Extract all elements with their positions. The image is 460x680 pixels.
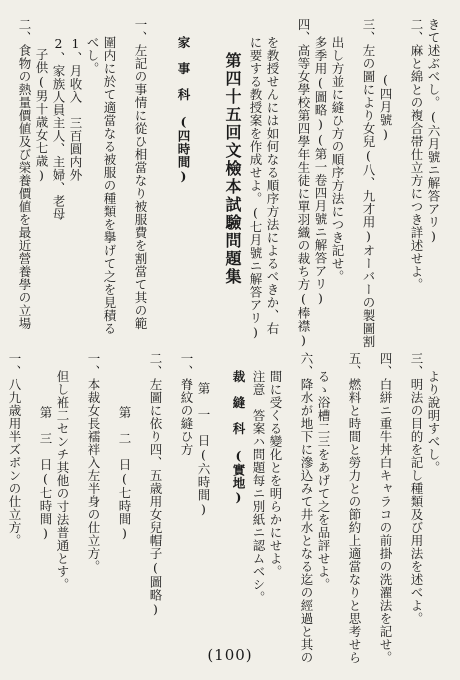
upper-column: 圍内に於て適當なる被服の種類を擧げて之を見積る	[102, 36, 117, 335]
upper-column: 2、家族人員主人、主婦、老母	[51, 36, 66, 221]
lower-column: 間に受くる變化とを明らかにせよ。	[268, 370, 283, 578]
upper-column: 二、麻と綿との複合帯仕立方につき詳述せよ。	[409, 18, 424, 291]
upper-column: 一、左記の事情に從ひ相當なり被服費を割當て其の範	[133, 18, 148, 330]
upper-column: 二、食物の熱量價値及び榮養價値を最近營養學の立場	[17, 18, 32, 330]
lower-column: 一、八九歳用半ズボンの仕立方。	[7, 352, 22, 547]
lower-column: 但し袵二センチ其他の寸法普通とす。	[55, 370, 70, 591]
upper-column: べし。	[85, 36, 100, 75]
lower-column: 第 三 日(七時間)	[38, 406, 53, 541]
upper-column: に要する教授案を作成せよ。(七月號ニ解答アリ)	[248, 36, 263, 340]
lower-column: 第 一 日(六時間)	[196, 382, 211, 517]
upper-column: きて述ぶべし。(六月號ニ解答アリ)	[426, 18, 441, 244]
upper-column: 1、月收入 三百圓内外	[68, 36, 83, 182]
lower-column: 裁 縫 科 (實地)	[231, 370, 246, 505]
lower-column: より說明すべし。	[426, 370, 441, 474]
upper-column: を教授せんには如何なる順序方法によるべきか、右	[265, 36, 280, 335]
lower-column: るゝ浴槽二三をあげて之を品評せよ。	[316, 370, 331, 591]
upper-column: 家 事 科 (四時間)	[176, 36, 191, 184]
lower-column: 二、左圖に依り四、五歳用女兒帽子(圖略)	[148, 352, 163, 617]
lower-column: 四、白絣ニ重牛丼白キャラコの前掛の洗濯法を記せ。	[378, 352, 393, 664]
lower-column: 三、明法の目的を記し種類及び用法を述べよ。	[409, 352, 424, 625]
upper-column: 子供(男十歳女七歳)	[34, 48, 49, 183]
lower-column: 一、本裁女長襦袢入左半身の仕立方。	[86, 352, 101, 573]
upper-column: 多季用(圖略)(第一卷四月號ニ解答アリ)	[313, 36, 328, 306]
upper-column: (四月號)	[378, 72, 393, 142]
lower-column: 第 二 日(七時間)	[117, 406, 132, 541]
upper-text-block	[2, 18, 442, 348]
upper-column: 第四十五回文檢本試驗問題集	[223, 52, 242, 286]
page-number: (100)	[207, 646, 253, 664]
lower-column: 六、降水が地下に滲込みて井水となる迄の經過と其の	[299, 352, 314, 664]
lower-column: 一、脊紋の縫ひ方	[179, 352, 194, 456]
lower-column: 五、燃料と時間と勞力との節約上適當なりと思考せら	[347, 352, 362, 664]
upper-column: 四、高等女學校第四學年生徒に單羽織の裁ち方(棒襟)	[296, 18, 311, 348]
lower-column: 注意 答案ハ問題每ニ別紙ニ認ムベシ。	[251, 370, 266, 604]
upper-column: 出し方並に縫ひ方の順序方法につき記せ。	[330, 36, 345, 283]
upper-column: 三、左の圖により女兒(八、九才用)オーバーの製圖割	[361, 18, 376, 348]
